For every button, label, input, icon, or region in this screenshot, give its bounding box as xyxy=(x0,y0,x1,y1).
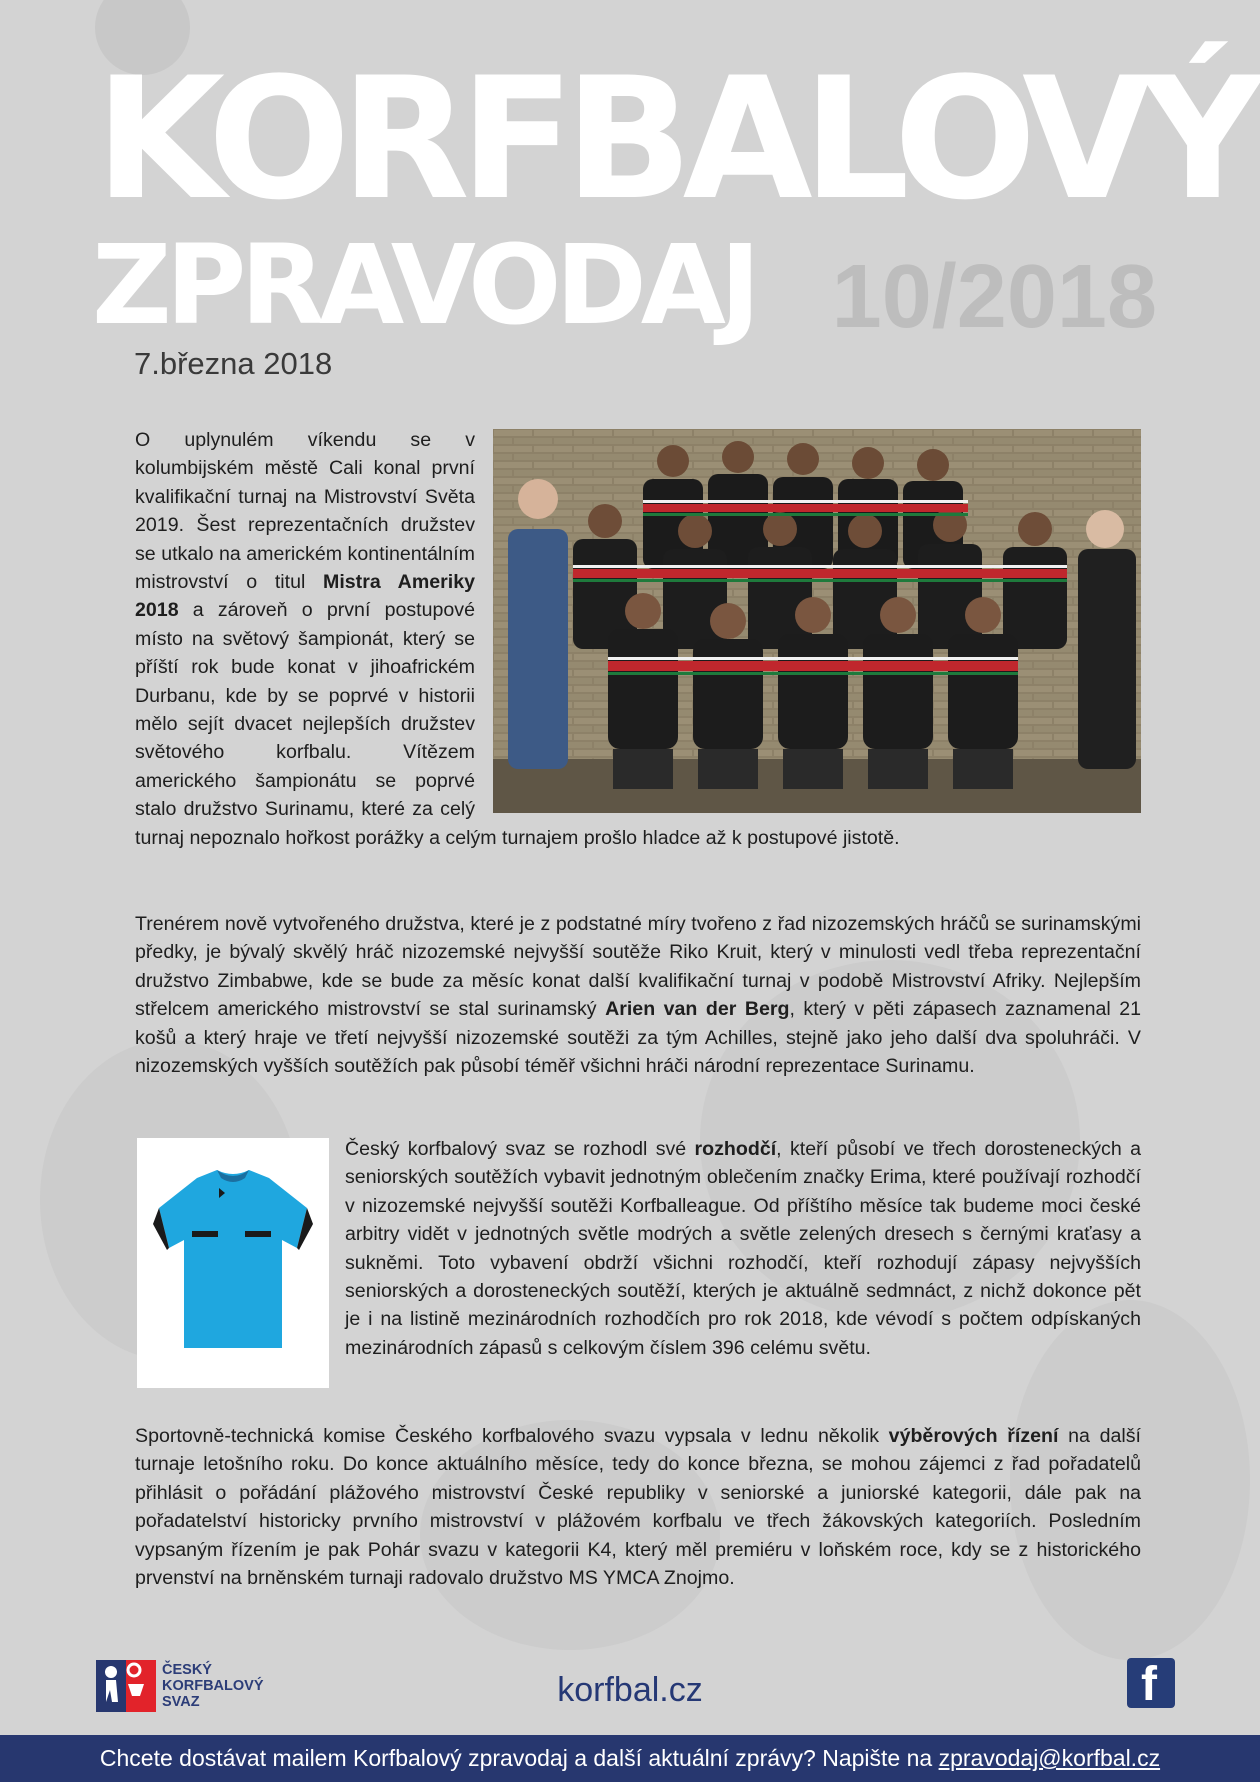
logo-line3: SVAZ xyxy=(162,1693,200,1710)
article3-highlight: rozhodčí xyxy=(694,1138,777,1160)
article3-text-cont: , kteří působí ve třech dorosteneckých a seniorských soutěžích vybavit jednotným oblečením značky Erima, které používají rozhodčí v nizozemské nejvyšší soutěži Korfballeague. Od příštího měsíce tak budeme moci české arbitry vidět v jednotných světle modrých a světle zelených dresech s černými kraťasy a sukněmi. Toto vybavení obdrží všichni rozhodčí, kteří rozhodují zápasy nejvyšších seniorských a dorosteneckých soutěží, kterých je aktuálně sedmnáct, z nichž dokonce pět je i na listině mezinárodních rozhodčích pro rok 2018, kde vévodí s počtem odpískaných mezinárodních zápasů s celkovým číslem 396 celému světu. xyxy=(345,1138,1141,1359)
referee-shirt-illustration xyxy=(137,1138,329,1388)
article4-text: Sportovně-technická komise Českého korfbalového svazu vypsala v lednu několik xyxy=(135,1425,889,1447)
team-photo xyxy=(493,429,1141,813)
article3-text: Český korfbalový svaz se rozhodl své xyxy=(345,1138,695,1160)
team-photo-illustration xyxy=(493,429,1141,813)
facebook-icon: f xyxy=(1141,1658,1157,1711)
issue-date: 7.března 2018 xyxy=(134,346,333,381)
logo-line2: KORFBALOVÝ xyxy=(162,1677,264,1694)
newsletter-email-link[interactable]: zpravodaj@korfbal.cz xyxy=(938,1745,1161,1771)
newsletter-text: Chcete dostávat mailem Korfbalový zpravodaj a další aktuální zprávy? Napište na xyxy=(99,1745,939,1771)
article-world-cup-qualifier xyxy=(135,426,1141,852)
issue-number: 10/2018 xyxy=(831,247,1157,347)
article1-highlight: Mistra Ameriky 2018 xyxy=(135,571,475,622)
facebook-button[interactable] xyxy=(1127,1658,1175,1711)
article-suriname-coach xyxy=(135,910,1141,1080)
article4-highlight: výběrových řízení xyxy=(888,1425,1059,1447)
masthead-title: KORFBALOVÝ xyxy=(95,41,1254,237)
article1-text: O uplynulém víkendu se v kolumbijském městě Cali konal první kvalifikační turnaj na Mistrovství Světa 2019. Šest reprezentačních družstev se utkalo na americkém kontinentálním mistrovství o titul xyxy=(135,429,475,594)
masthead-subtitle: ZPRAVODAJ xyxy=(92,221,755,349)
article-referees xyxy=(135,1135,1141,1392)
article2-text-cont: , který v pěti zápasech zaznamenal 21 košů a který hraje ve třetí nejvyšší nizozemské soutěži za tým Achilles, stejně jako jeho další dva spoluhráči. V nizozemských vyšších soutěžích pak působí téměř všichni hráči národní reprezentace Surinamu. xyxy=(135,998,1141,1078)
article2-highlight: Arien van der Berg xyxy=(605,998,790,1021)
article-tenders xyxy=(135,1422,1141,1592)
article1-text-cont: a zároveň o první postupové místo na světový šampionát, který se příští rok bude konat v jihoafrickém Durbanu, kde by se poprvé v historii mělo sejít dvacet nejlepších družstev světového korfbalu. Vítězem amerického šampionátu se poprvé stalo družstvo Surinamu, které za celý turnaj nepoznalo hořkost porážky a celým turnajem prošlo hladce až k postupové jistotě. xyxy=(135,599,900,849)
website-link[interactable]: korfbal.cz xyxy=(557,1671,703,1709)
referee-shirt-photo xyxy=(137,1138,329,1388)
newsletter-bar xyxy=(0,1735,1260,1782)
logo-line1: ČESKÝ xyxy=(162,1661,212,1678)
article4-text-cont: na další turnaje letošního roku. Do konce aktuálního měsíce, tedy do konce března, se mohou zájemci z řad pořadatelů přihlásit o pořádání plážového mistrovství České republiky v seniorské a juniorské kategorii, dále pak na pořadatelství historicky prvního mistrovství v plážovém korfbalu ve třech žákovských kategoriích. Posledním vypsaným řízením je pak Pohár svazu v kategorii K4, který měl premiéru v loňském roce, kdy se z historického prvenství na brněnském turnaji radovalo družstvo MS YMCA Znojmo. xyxy=(135,1425,1141,1590)
article2-text: Trenérem nově vytvořeného družstva, které je z podstatné míry tvořeno z řad nizozemských hráčů se surinamskými předky, je bývalý skvělý hráč nizozemské nejvyšší soutěže Riko Kruit, který v minulosti vedl třeba reprezentační družstvo Zimbabwe, kde se bude za měsíc konat další kvalifikační turnaj v podobě Mistrovství Afriky. Nejlepším střelcem amerického mistrovství se stal surinamský xyxy=(135,913,1141,1021)
